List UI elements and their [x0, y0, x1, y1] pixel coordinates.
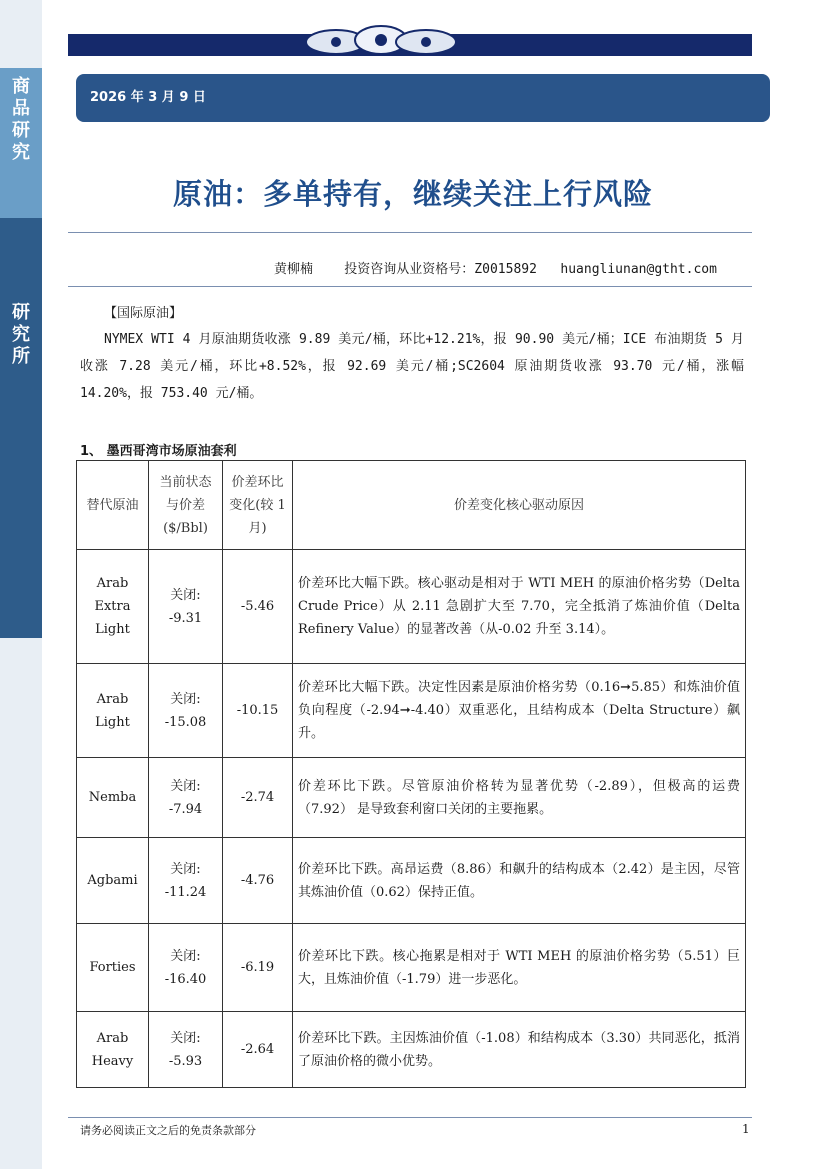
- crude-status: 关闭: -11.24: [149, 838, 223, 924]
- crude-change: -10.15: [223, 664, 293, 758]
- table-row: [77, 1012, 746, 1088]
- crude-reason: 价差环比下跌。主因炼油价值（-1.08）和结构成本（3.30）共同恶化，抵消了原油价格的微小优势。: [293, 1012, 746, 1088]
- table-row: [77, 838, 746, 924]
- footer-disclaimer: 请务必阅读正文之后的免责条款部分: [80, 1124, 256, 1137]
- crude-change: -2.64: [223, 1012, 293, 1088]
- table-header-row: [77, 461, 746, 550]
- report-date: 2026 年 3 月 9 日: [90, 90, 206, 105]
- table-row: [77, 924, 746, 1012]
- report-title: 原油：多单持有，继续关注上行风险: [172, 177, 653, 211]
- header-status: 当前状态与价差($/Bbl): [149, 461, 223, 550]
- arbitrage-table: [76, 460, 746, 1088]
- crude-change: -4.76: [223, 838, 293, 924]
- header-crude: 替代原油: [77, 461, 149, 550]
- page-number: 1: [742, 1122, 750, 1136]
- crude-reason: 价差环比大幅下跌。核心驱动是相对于 WTI MEH 的原油价格劣势（Delta Crude Price）从 2.11 急剧扩大至 7.70，完全抵消了炼油价值（Delta Refinery Value）的显著改善（从-0.02 升至 3.14）。: [293, 550, 746, 664]
- crude-name: Arab Heavy: [77, 1012, 149, 1088]
- crude-status: 关闭: -15.08: [149, 664, 223, 758]
- sidebar-top-block: [0, 68, 42, 218]
- table-heading: 1、 墨西哥湾市场原油套利: [80, 444, 237, 459]
- author-divider: [68, 286, 752, 287]
- crude-reason: 价差环比下跌。尽管原油价格转为显著优势（-2.89），但极高的运费（7.92） 是导致套利窗口关闭的主要拖累。: [293, 758, 746, 838]
- crude-status: 关闭: -16.40: [149, 924, 223, 1012]
- table-row: [77, 758, 746, 838]
- table-row: [77, 664, 746, 758]
- sidebar-bottom-block: [0, 218, 42, 638]
- date-bar: [76, 74, 770, 122]
- crude-name: Arab Extra Light: [77, 550, 149, 664]
- author-line: 黄柳楠 投资咨询从业资格号：Z0015892 huangliunan@gtht.com: [274, 262, 717, 277]
- sidebar-bottom-label: 研 究 所: [12, 302, 30, 367]
- table-row: [77, 550, 746, 664]
- crude-status: 关闭: -7.94: [149, 758, 223, 838]
- sidebar: [0, 0, 42, 1169]
- crude-name: Agbami: [77, 838, 149, 924]
- crude-name: Forties: [77, 924, 149, 1012]
- header-reason: 价差变化核心驱动原因: [293, 461, 746, 550]
- crude-status: 关闭: -9.31: [149, 550, 223, 664]
- crude-change: -2.74: [223, 758, 293, 838]
- crude-reason: 价差环比下跌。高昂运费（8.86）和飙升的结构成本（2.42）是主因，尽管其炼油价值（0.62）保持正值。: [293, 838, 746, 924]
- title-divider: [68, 232, 752, 233]
- crude-name: Nemba: [77, 758, 149, 838]
- section-tag: 【国际原油】: [104, 306, 183, 321]
- header-ornament-icon: [296, 18, 466, 58]
- crude-change: -5.46: [223, 550, 293, 664]
- footer-divider: [68, 1117, 752, 1118]
- market-paragraph: NYMEX WTI 4 月原油期货收涨 9.89 美元/桶，环比+12.21%，报 90.90 美元/桶；ICE 布油期货 5 月收涨 7.28 美元/桶，环比+8.52%，报 92.69 美元/桶;SC2604 原油期货收涨 93.70 元/桶，涨幅 14.20%，报 753.40 元/桶。: [80, 332, 744, 401]
- crude-reason: 价差环比大幅下跌。决定性因素是原油价格劣势（0.16➞5.85）和炼油价值负向程度（-2.94➞-4.40）双重恶化，且结构成本（Delta Structure）飙升。: [293, 664, 746, 758]
- header-change: 价差环比变化(较 1 月): [223, 461, 293, 550]
- crude-name: Arab Light: [77, 664, 149, 758]
- crude-reason: 价差环比下跌。核心拖累是相对于 WTI MEH 的原油价格劣势（5.51）巨大，且炼油价值（-1.79）进一步恶化。: [293, 924, 746, 1012]
- sidebar-top-label: 商 品 研 究: [12, 76, 30, 163]
- crude-change: -6.19: [223, 924, 293, 1012]
- crude-status: 关闭: -5.93: [149, 1012, 223, 1088]
